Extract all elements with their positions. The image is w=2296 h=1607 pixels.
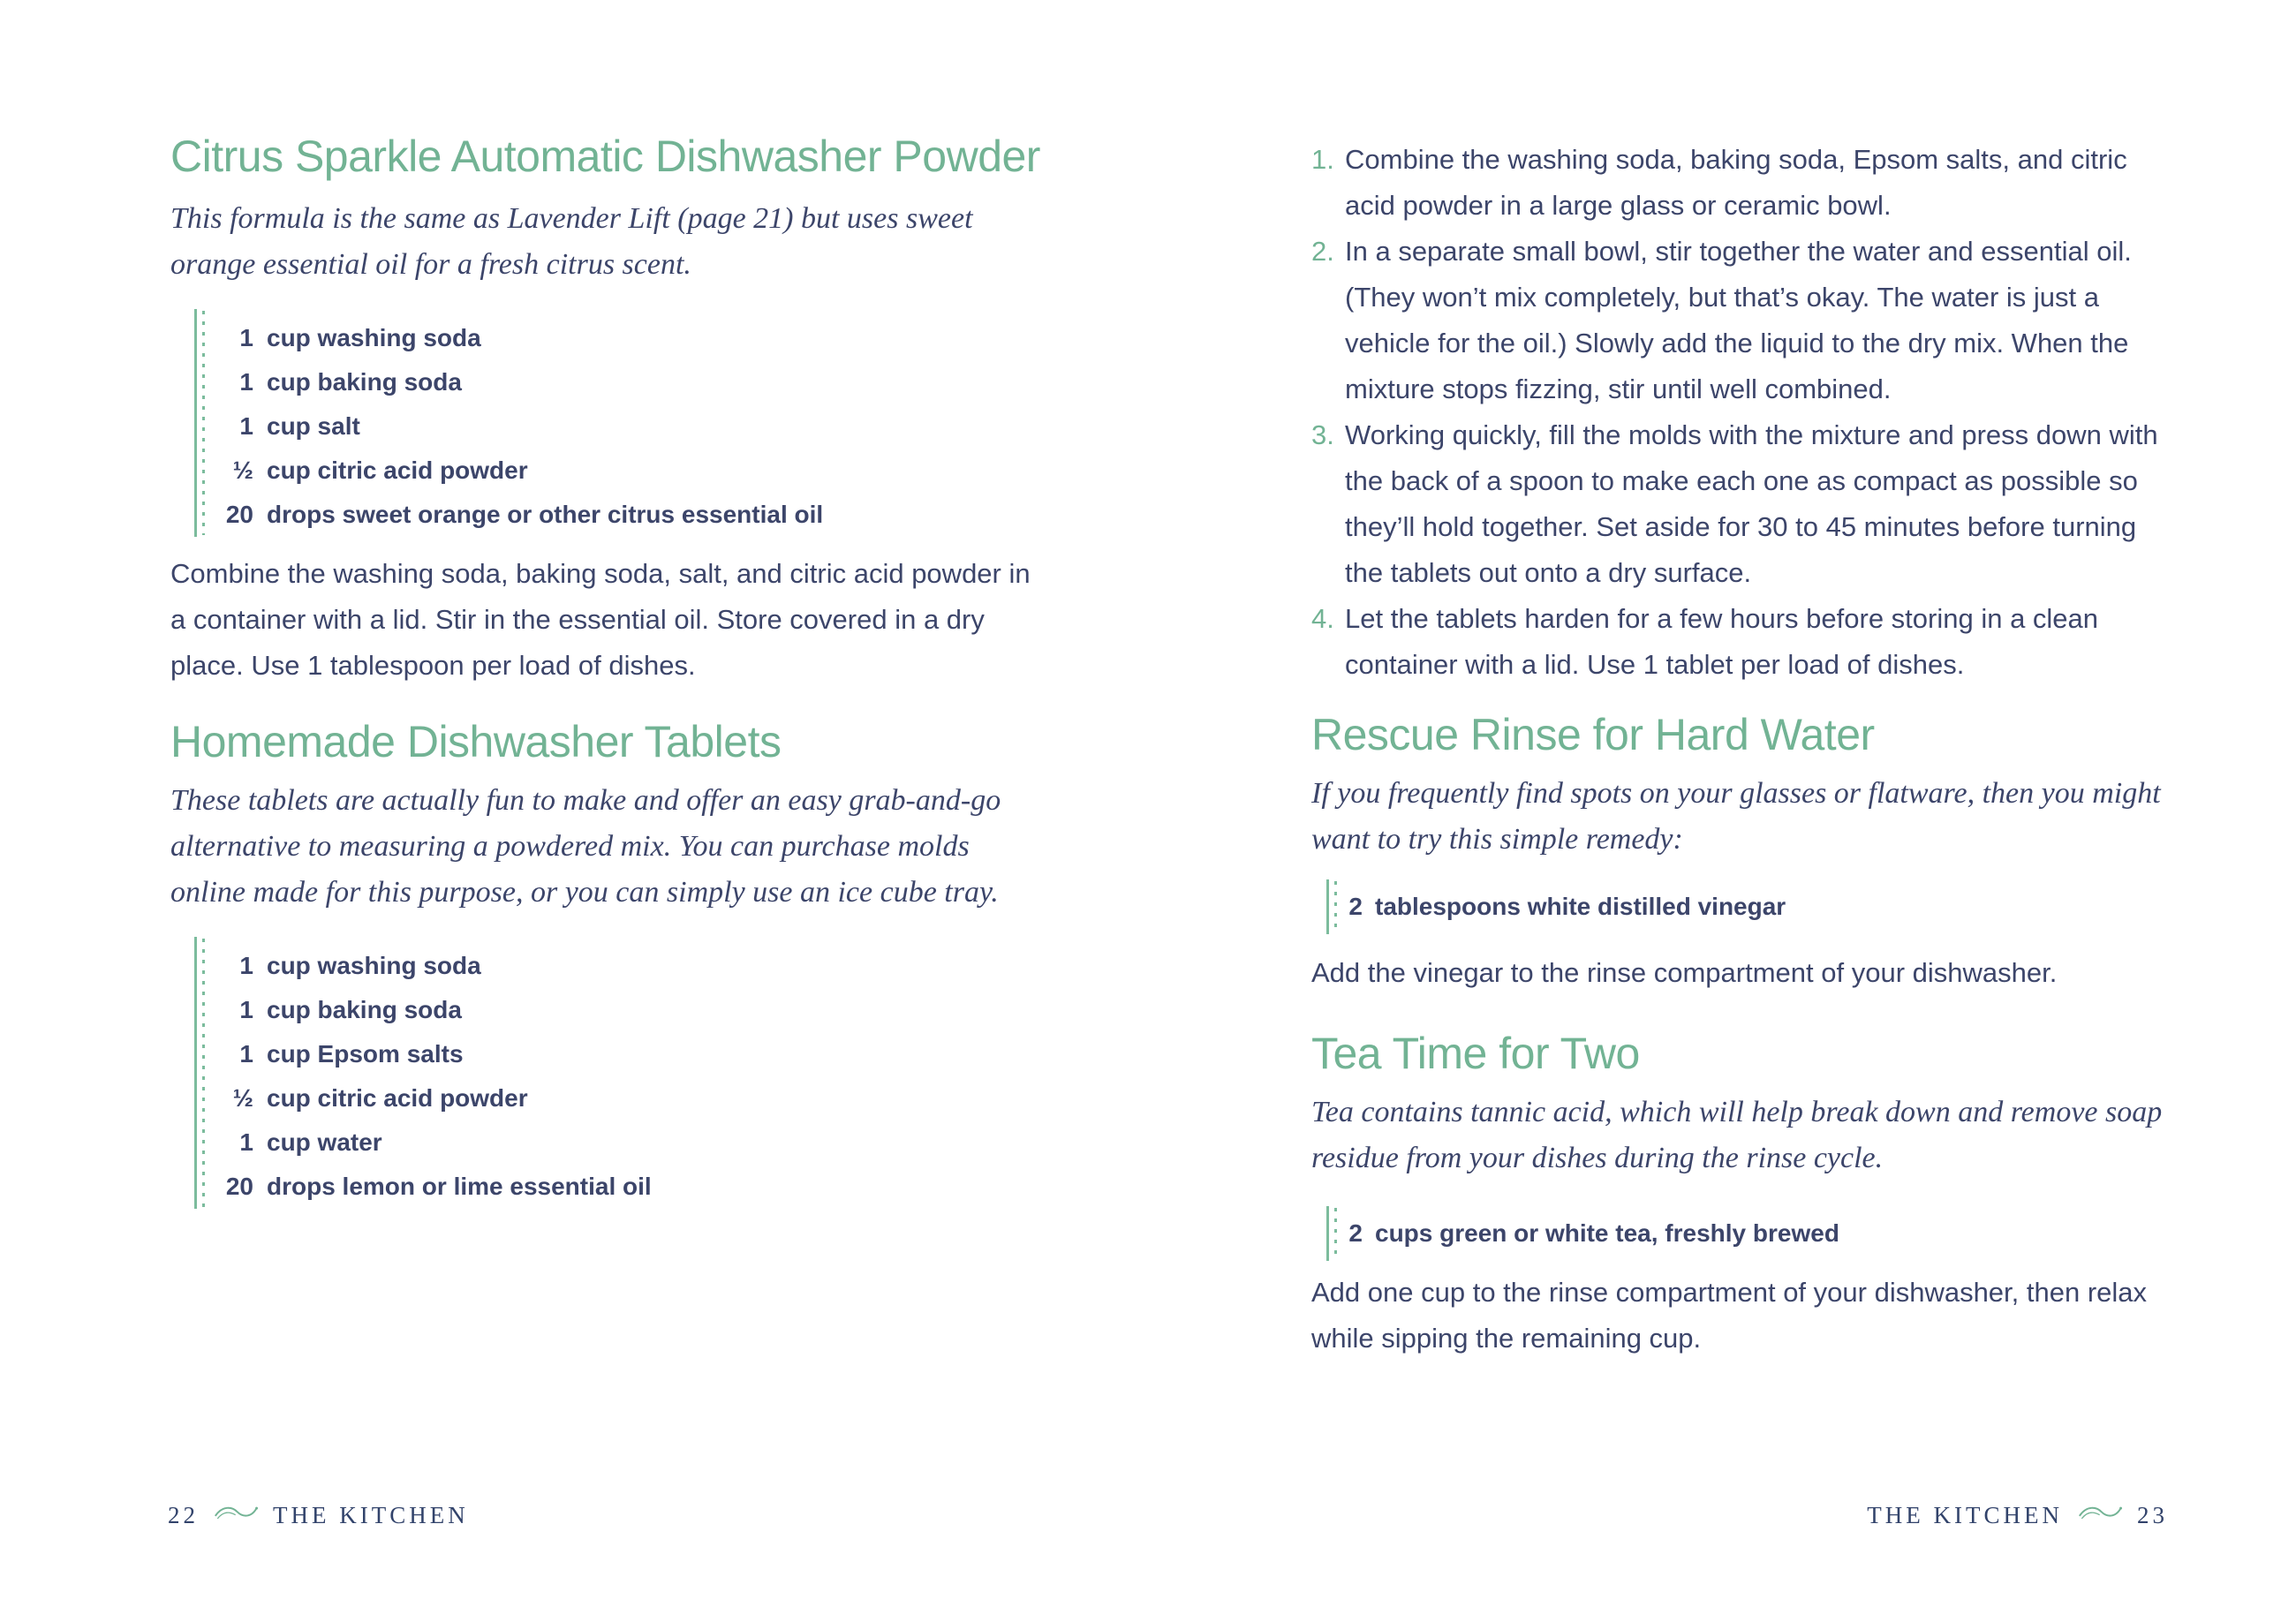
ingredient-text: tablespoons white distilled vinegar [1375, 893, 1786, 920]
ingredient-row [216, 1076, 1049, 1120]
ingredient-qty: ½ [232, 456, 253, 484]
ingredient-text: cup washing soda [267, 324, 481, 351]
step-number: 3. [1311, 419, 1334, 450]
rule-dotted-line [1334, 1208, 1337, 1259]
ingredient-row [216, 944, 1049, 988]
instruction-steps [1311, 137, 2172, 688]
ingredient-row [216, 360, 1049, 404]
ingredient-row [1345, 885, 2172, 929]
rule-solid-line [194, 309, 197, 537]
ingredient-qty: 1 [239, 1128, 253, 1156]
instruction-step [1311, 137, 2172, 229]
ingredient-rule [1326, 1206, 1339, 1261]
recipe-title-rescue-rinse: Rescue Rinse for Hard Water [1311, 710, 1875, 759]
step-text: In a separate small bowl, stir together the water and essential oil. (They won’t mix completely, but that’s okay. The water is just a vehicle for the oil.) Slowly add the liquid to the dry mix. When the mixture stops fizzing, stir until well combined. [1345, 236, 2132, 404]
ingredient-row [216, 449, 1049, 493]
ingredient-text: cups green or white tea, freshly brewed [1375, 1219, 1839, 1247]
instruction-step [1311, 412, 2172, 596]
recipe-instructions-citrus-sparkle: Combine the washing soda, baking soda, salt, and citric acid powder in a container with a lid. Stir in the essential oil. Store covered in a dry place. Use 1 tablespoon per load of dishes. [170, 558, 1031, 681]
ingredient-rule [1326, 879, 1339, 934]
ingredient-row [1345, 1211, 2172, 1256]
ingredient-row [216, 316, 1049, 360]
page-number: 23 [2137, 1502, 2168, 1528]
ingredient-text: cup baking soda [267, 996, 462, 1023]
recipe-intro-citrus-sparkle: This formula is the same as Lavender Lift (page 21) but uses sweet orange essential oil for a fresh citrus scent. [170, 202, 973, 281]
recipe-title-homemade-tablets: Homemade Dishwasher Tablets [170, 717, 782, 766]
ingredient-list-tea-time [1311, 1206, 2172, 1261]
ingredient-text: cup water [267, 1128, 382, 1156]
ingredient-text: drops sweet orange or other citrus essential oil [267, 501, 824, 528]
ingredient-row [216, 1165, 1049, 1209]
ingredient-row [216, 1120, 1049, 1165]
recipe-title-citrus-sparkle-powder: Citrus Sparkle Automatic Dishwasher Powder [170, 132, 1040, 181]
recipe-instructions-rescue-rinse: Add the vinegar to the rinse compartment of your dishwasher. [1311, 957, 2058, 988]
ingredient-qty: 20 [225, 501, 253, 528]
step-text: Combine the washing soda, baking soda, Epsom salts, and citric acid powder in a large glass or ceramic bowl. [1345, 144, 2127, 221]
rule-solid-line [1326, 1206, 1329, 1261]
ingredient-qty: 1 [239, 412, 253, 440]
ingredient-qty: 1 [239, 1040, 253, 1068]
left-page [170, 0, 1049, 1209]
rule-dotted-line [202, 939, 205, 1207]
ingredient-text: drops lemon or lime essential oil [267, 1173, 652, 1200]
ingredient-row [216, 1032, 1049, 1076]
recipe-intro-homemade-tablets: These tablets are actually fun to make and offer an easy grab-and-go alternative to measuring a powdered mix. You can purchase molds online made for this purpose, or you can simply use an ice cube tray. [170, 784, 1001, 909]
ingredient-row [216, 988, 1049, 1032]
ingredient-row [216, 493, 1049, 537]
instruction-step [1311, 229, 2172, 412]
ingredient-list-citrus-sparkle [170, 309, 1049, 537]
ingredient-qty: 1 [239, 324, 253, 351]
ingredient-qty: 20 [225, 1173, 253, 1200]
running-title: THE KITCHEN [1867, 1502, 2063, 1528]
step-number: 1. [1311, 144, 1334, 175]
ingredient-row [216, 404, 1049, 449]
right-page [1311, 0, 2172, 1362]
ingredient-rule [194, 937, 207, 1209]
step-number: 2. [1311, 236, 1334, 267]
ingredient-qty: 2 [1348, 1219, 1363, 1247]
page-number: 22 [168, 1502, 199, 1528]
ingredient-text: cup washing soda [267, 952, 481, 979]
ingredient-list-homemade-tablets [170, 937, 1049, 1209]
ingredient-list-rescue-rinse [1311, 879, 2172, 934]
ingredient-text: cup Epsom salts [267, 1040, 464, 1068]
rule-dotted-line [202, 311, 205, 535]
ingredient-rule [194, 309, 207, 537]
recipe-intro-rescue-rinse: If you frequently find spots on your glasses or flatware, then you might want to try this simple remedy: [1311, 777, 2161, 856]
ingredient-text: cup baking soda [267, 368, 462, 396]
left-page-footer [168, 1501, 469, 1530]
swash-ornament-icon [213, 1501, 259, 1530]
step-text: Working quickly, fill the molds with the mixture and press down with the back of a spoon to make each one as compact as possible so they’ll hold together. Set aside for 30 to 45 minutes before turning the tablets out onto a dry surface. [1345, 419, 2158, 588]
ingredient-qty: 1 [239, 952, 253, 979]
rule-dotted-line [1334, 881, 1337, 932]
rule-solid-line [194, 937, 197, 1209]
running-title: THE KITCHEN [273, 1502, 469, 1528]
recipe-title-tea-time: Tea Time for Two [1311, 1029, 1640, 1078]
recipe-instructions-tea-time: Add one cup to the rinse compartment of your dishwasher, then relax while sipping the remaining cup. [1311, 1277, 2148, 1354]
ingredient-qty: 1 [239, 996, 253, 1023]
ingredient-text: cup citric acid powder [267, 456, 528, 484]
recipe-intro-tea-time: Tea contains tannic acid, which will help break down and remove soap residue from your dishes during the rinse cycle. [1311, 1096, 2163, 1174]
ingredient-qty: 1 [239, 368, 253, 396]
ingredient-text: cup citric acid powder [267, 1084, 528, 1112]
instruction-step [1311, 596, 2172, 688]
rule-solid-line [1326, 879, 1329, 934]
right-page-footer [1867, 1501, 2168, 1530]
ingredient-qty: 2 [1348, 893, 1363, 920]
step-text: Let the tablets harden for a few hours before storing in a clean container with a lid. Use 1 tablet per load of dishes. [1345, 603, 2099, 680]
ingredient-qty: ½ [232, 1084, 253, 1112]
step-number: 4. [1311, 603, 1334, 634]
swash-ornament-icon [2077, 1501, 2123, 1530]
ingredient-text: cup salt [267, 412, 360, 440]
